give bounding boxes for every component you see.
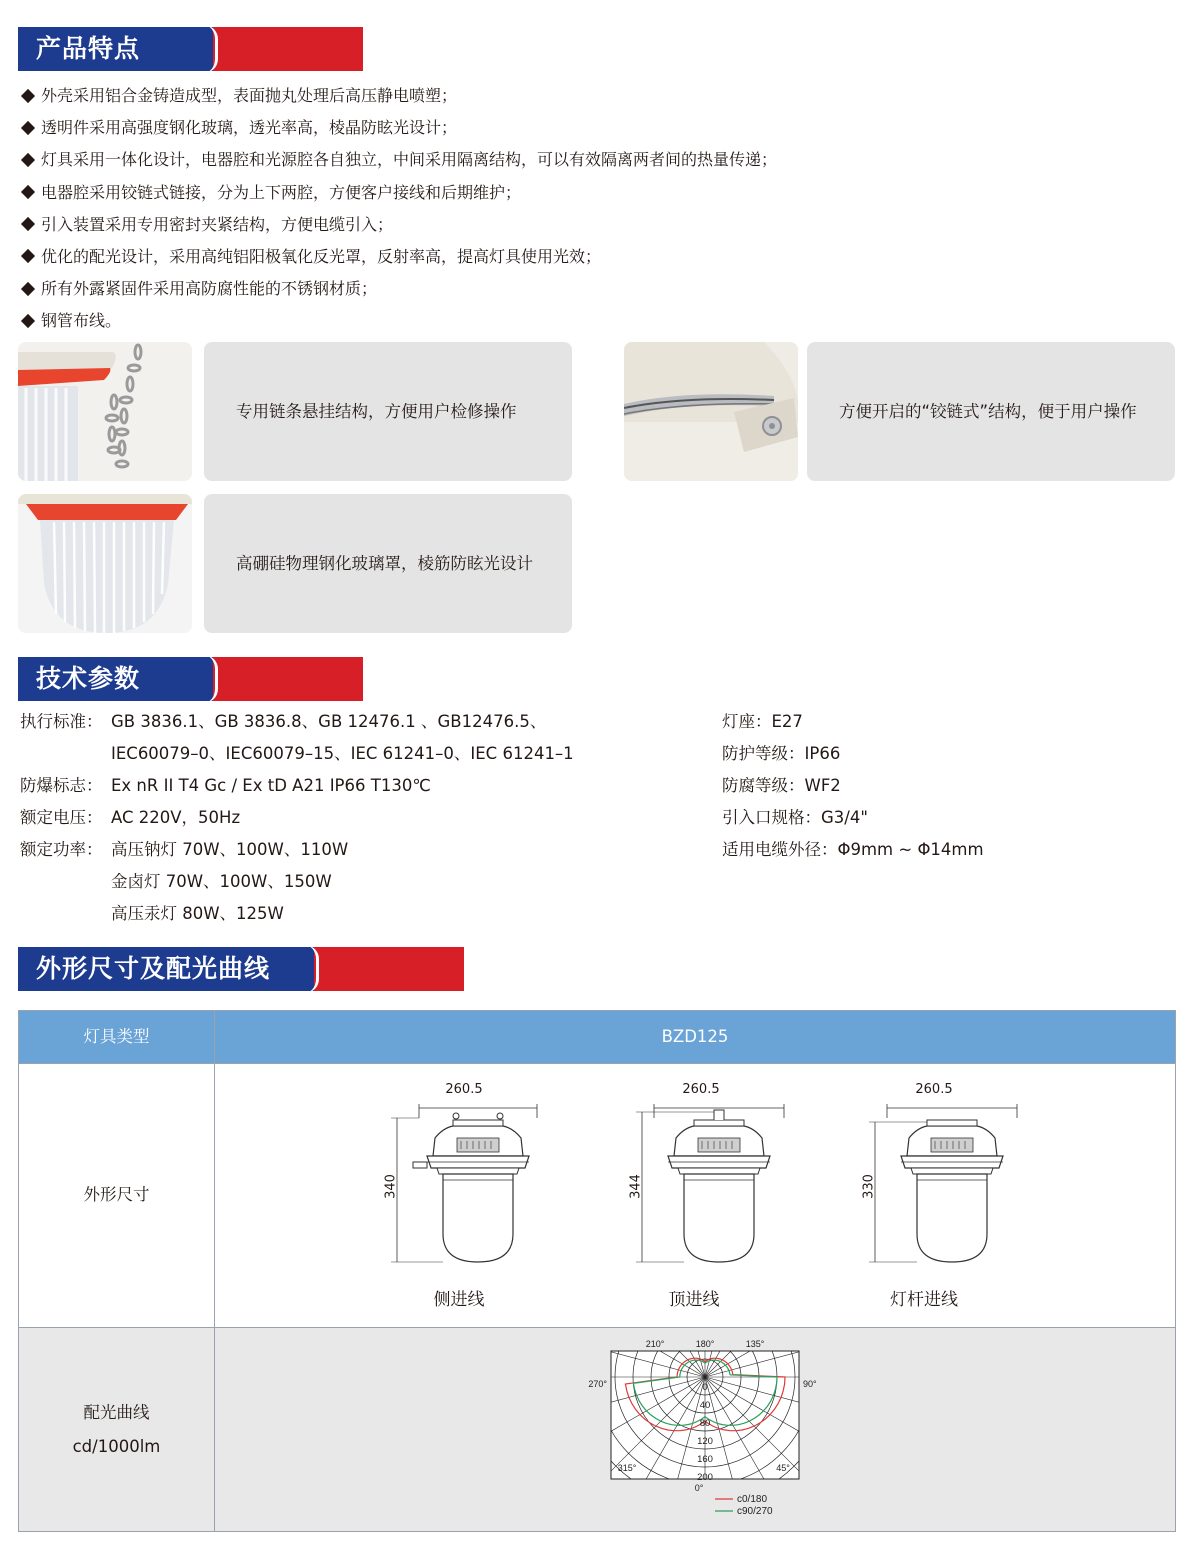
spec-exmark-label: 防爆标志： [20, 776, 103, 795]
angle-label-315: 315° [617, 1463, 637, 1473]
section-title: 产品特点 [36, 34, 141, 63]
polar-light-distribution-chart [581, 1333, 821, 1533]
angle-label-180: 180° [695, 1339, 715, 1349]
angle-label-135: 135° [745, 1339, 765, 1349]
photo-chain-suspension [18, 342, 192, 481]
spec-power-label: 额定功率： [20, 840, 103, 859]
caption-hinge: 方便开启的“铰链式”结构，便于用户操作 [807, 342, 1175, 481]
row-label-dimensions: 外形尺寸 [83, 1185, 150, 1204]
variant-name-side: 侧进线 [433, 1290, 485, 1310]
row-label-curve: 配光曲线 cd/1000lm [72, 1403, 161, 1456]
feature-item: 钢管布线。 [20, 305, 777, 337]
section-header-specs [18, 657, 363, 701]
spec-cable: 适用电缆外径：Φ9mm ~ Φ14mm [722, 840, 984, 859]
feature-item: 优化的配光设计，采用高纯铝阳极氧化反光罩，反射率高，提高灯具使用光效； [20, 241, 777, 273]
spec-power-value: 金卤灯 70W、100W、150W [111, 872, 332, 891]
section-title: 技术参数 [36, 664, 141, 693]
spec-socket: 灯座：E27 [722, 712, 803, 731]
dim-width-pole: 260.5 [915, 1082, 953, 1097]
section-header-dimensions [18, 947, 464, 991]
feature-list [20, 80, 777, 338]
ring-label: 120 [697, 1436, 713, 1447]
angle-label-0: 0° [694, 1483, 704, 1493]
table-header [19, 1011, 1175, 1063]
spec-standards-label: 执行标准： [20, 712, 103, 731]
diamond-bullet-icon [21, 153, 35, 167]
ring-label: 40 [699, 1400, 711, 1411]
lamp-top-entry [636, 1104, 784, 1262]
section-title: 外形尺寸及配光曲线 [36, 954, 271, 983]
spec-exmark-value: Ex nR II T4 Gc / Ex tD A21 IP66 T130℃ [111, 776, 431, 795]
caption-glass: 高硼硅物理钢化玻璃罩，棱筋防眩光设计 [204, 494, 572, 633]
spec-standards-value: IEC60079–0、IEC60079–15、IEC 61241–0、IEC 61241–1 [111, 744, 574, 763]
dim-height-top: 344 [628, 1174, 644, 1199]
header-model: BZD125 [661, 1027, 729, 1046]
ring-label: 0 [702, 1382, 708, 1393]
photo-glass-cover [18, 494, 192, 633]
dim-height-pole: 330 [861, 1174, 877, 1199]
lamp-pole-entry [869, 1104, 1017, 1262]
header-lamp-type: 灯具类型 [83, 1027, 150, 1046]
glass-cover-illustration [18, 494, 192, 633]
diamond-bullet-icon [21, 282, 35, 296]
lamp-side-entry [391, 1104, 537, 1262]
variant-name-top: 顶进线 [668, 1290, 720, 1310]
hinge-illustration [624, 342, 798, 481]
feature-item: 所有外露紧固件采用高防腐性能的不锈钢材质； [20, 273, 777, 305]
caption-chain: 专用链条悬挂结构，方便用户检修操作 [204, 342, 572, 481]
spec-voltage-value: AC 220V，50Hz [111, 808, 241, 827]
feature-item: 透明件采用高强度钢化玻璃，透光率高，棱晶防眩光设计； [20, 112, 777, 144]
feature-item: 引入装置采用专用密封夹紧结构，方便电缆引入； [20, 209, 777, 241]
diamond-bullet-icon [21, 314, 35, 328]
section-header-features [18, 27, 363, 71]
spec-entry: 引入口规格：G3/4" [722, 808, 868, 827]
diamond-bullet-icon [21, 249, 35, 263]
dimension-table [18, 1010, 1176, 1532]
ring-label: 200 [697, 1472, 713, 1483]
dim-width-top: 260.5 [682, 1082, 720, 1097]
chain-lamp-illustration [18, 342, 192, 481]
feature-item: 灯具采用一体化设计，电器腔和光源腔各自独立，中间采用隔离结构，可以有效隔离两者间的热量传递； [20, 144, 777, 176]
variant-name-pole: 灯杆进线 [890, 1290, 958, 1310]
feature-item: 外壳采用铝合金铸造成型，表面抛丸处理后高压静电喷塑； [20, 80, 777, 112]
angle-label-90: 90° [803, 1379, 817, 1389]
angle-label-210: 210° [645, 1339, 665, 1349]
spec-power-value: 高压汞灯 80W、125W [111, 904, 284, 923]
diamond-bullet-icon [21, 185, 35, 199]
angle-label-270: 270° [588, 1379, 607, 1389]
diamond-bullet-icon [21, 217, 35, 231]
diamond-bullet-icon [21, 88, 35, 102]
spec-standards-value: GB 3836.1、GB 3836.8、GB 12476.1 、GB12476.5、 [111, 712, 547, 731]
legend-label: c0/180 [737, 1494, 768, 1505]
legend-label: c90/270 [737, 1506, 773, 1517]
spec-voltage-label: 额定电压： [20, 808, 103, 827]
feature-item: 电器腔采用铰链式链接，分为上下两腔，方便客户接线和后期维护； [20, 177, 777, 209]
angle-label-45: 45° [776, 1463, 790, 1473]
dim-width-side: 260.5 [445, 1082, 483, 1097]
spec-ip: 防护等级：IP66 [722, 744, 841, 763]
ring-label: 80 [699, 1418, 711, 1429]
diamond-bullet-icon [21, 121, 35, 135]
dim-height-side: 340 [383, 1174, 399, 1199]
ring-label: 160 [697, 1454, 713, 1465]
spec-power-value: 高压钠灯 70W、100W、110W [111, 840, 349, 859]
photo-hinge-structure [624, 342, 798, 481]
spec-anticorrosion: 防腐等级：WF2 [722, 776, 841, 795]
